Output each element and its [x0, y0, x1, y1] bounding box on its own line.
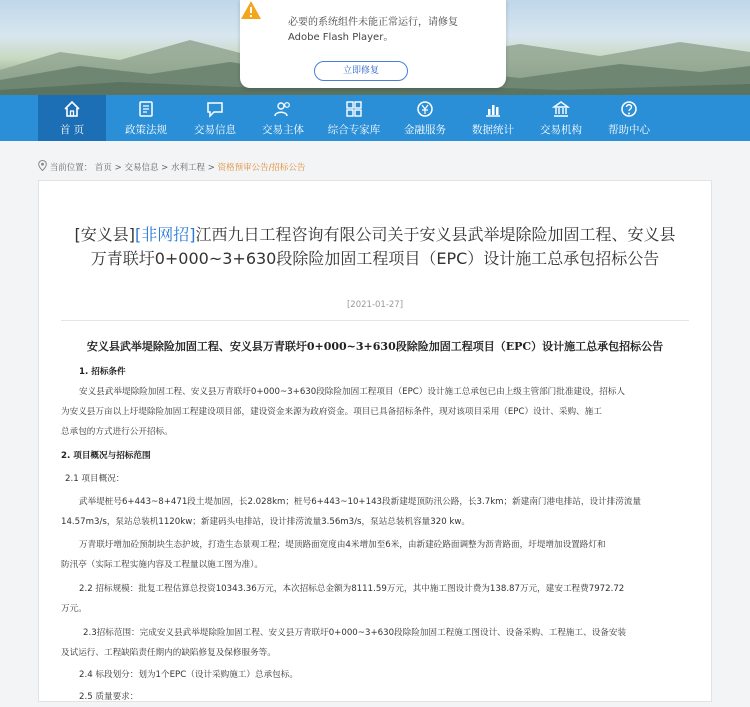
grid-icon — [345, 100, 363, 118]
article-subtitle: 安义县武举堤除险加固工程、安义县万青联圩0+000~3+630段除险加固工程项目（EPC）设计施工总承包招标公告 — [86, 340, 664, 353]
warning-icon — [240, 0, 262, 20]
breadcrumb-prefix: 当前位置： — [49, 163, 93, 173]
nav-label: 交易信息 — [194, 124, 236, 136]
section-heading-2: 2. 项目概况与招标范围 — [61, 451, 151, 461]
paragraph-line: 2.5 质量要求： — [79, 692, 139, 702]
main-nav — [0, 95, 750, 141]
nav-item-trade-info[interactable] — [182, 95, 248, 141]
nav-item-help[interactable] — [596, 95, 662, 141]
help-icon — [620, 100, 638, 118]
publish-date: [2021-01-27] — [346, 300, 404, 310]
nav-item-expert-pool[interactable] — [318, 95, 390, 141]
repair-now-button[interactable]: 立即修复 — [314, 61, 408, 81]
paragraph-line: 万青联圩增加砼预制块生态护坡，打造生态景观工程；堤顶路面宽度由4米增加至6米，由新建砼路面调整为沥青路面，圩堤增加设置路灯和 — [79, 540, 606, 550]
building-icon — [552, 100, 570, 118]
chart-icon — [484, 100, 502, 118]
paragraph-line: 2.2 招标规模：批复工程估算总投资10343.36万元，本次招标总金额为8111.59万元，其中施工图设计费为138.87万元，建安工程费7972.72 — [79, 584, 625, 594]
subsection-heading: 2.1 项目概况： — [65, 474, 125, 484]
paragraph-line: 为安义县万亩以上圩堤除险加固工程建设项目部，建设资金来源为政府资金。项目已具备招标条件，现对该项目采用（EPC）设计、采购、施工 — [61, 407, 602, 417]
nav-item-home[interactable] — [38, 95, 106, 141]
breadcrumb-separator: > — [111, 163, 125, 173]
nav-label: 交易机构 — [540, 124, 582, 136]
flash-warning-popup — [240, 0, 506, 88]
flash-warning-message: 必要的系统组件未能正常运行，请修复 Adobe Flash Player。 — [288, 17, 458, 43]
breadcrumb-separator: > — [158, 163, 172, 173]
breadcrumb-separator: > — [205, 163, 218, 173]
paragraph-line: 总承包的方式进行公开招标。 — [61, 427, 173, 437]
nav-label: 数据统计 — [472, 124, 514, 136]
location-pin-icon — [38, 160, 47, 171]
section-heading-1: 1. 招标条件 — [79, 367, 126, 377]
paragraph-line: 防汛亭（实际工程实施内容及工程量以施工图为准）。 — [61, 560, 263, 570]
nav-item-policy[interactable] — [113, 95, 179, 141]
nav-label: 政策法规 — [125, 124, 167, 136]
title-county-tag: [安义县] — [74, 225, 135, 244]
paragraph-line: 2.3招标范围：完成安义县武举堤除险加固工程、安义县万青联圩0+000~3+630段除险加固工程施工图设计、设备采购、工程施工、设备安装 — [83, 628, 627, 638]
breadcrumb-home[interactable]: 首页 — [94, 163, 112, 173]
paragraph-line: 安义县武举堤除险加固工程、安义县万青联圩0+000~3+630段除险加固工程项目（EPC）设计施工总承包已由上级主管部门批准建设，招标人 — [79, 387, 626, 397]
nav-label: 首 页 — [59, 124, 85, 136]
book-icon — [137, 100, 155, 118]
nav-label: 帮助中心 — [608, 124, 650, 136]
paragraph-line: 14.57m3/s，泵站总装机1120kw；新建码头电排站，设计排涝流量3.56m3/s，泵站总装机容量320 kw。 — [61, 517, 470, 527]
title-type-tag: [非网招] — [134, 225, 196, 244]
nav-item-statistics[interactable] — [460, 95, 526, 141]
home-icon — [63, 100, 81, 118]
paragraph-line: 万元。 — [61, 604, 87, 614]
breadcrumb-current[interactable]: 资格预审公告/招标公告 — [217, 163, 306, 173]
paragraph-line: 2.4 标段划分：划为1个EPC（设计采购施工）总承包标。 — [79, 670, 298, 680]
coin-icon — [416, 100, 434, 118]
article-title — [71, 223, 679, 271]
paragraph-line: 及试运行、工程缺陷责任期内的缺陷修复及保修服务等。 — [61, 648, 276, 658]
breadcrumb-water-engineering[interactable]: 水利工程 — [171, 163, 206, 173]
article-panel — [38, 180, 712, 702]
breadcrumb-trade-info[interactable]: 交易信息 — [124, 163, 159, 173]
paragraph-line: 武举堤桩号6+443~8+471段土堤加固，长2.028km；桩号6+443~10+143段新建堤顶防汛公路，长3.7km；新建南门港电排站，设计排涝流量 — [79, 497, 642, 507]
divider — [61, 320, 689, 321]
chat-icon — [206, 100, 224, 118]
title-text: 江西九日工程咨询有限公司关于安义县武举堤除险加固工程、安义县万青联圩0+000~3+630段除险加固工程项目（EPC）设计施工总承包招标公告 — [90, 225, 676, 268]
nav-label: 金融服务 — [404, 124, 446, 136]
nav-label: 综合专家库 — [327, 124, 381, 136]
nav-label: 交易主体 — [262, 124, 304, 136]
breadcrumb — [38, 160, 305, 173]
nav-item-finance[interactable] — [392, 95, 458, 141]
nav-item-institutions[interactable] — [528, 95, 594, 141]
nav-item-trade-subject[interactable] — [250, 95, 316, 141]
users-icon — [274, 100, 292, 118]
header-banner — [0, 0, 750, 95]
